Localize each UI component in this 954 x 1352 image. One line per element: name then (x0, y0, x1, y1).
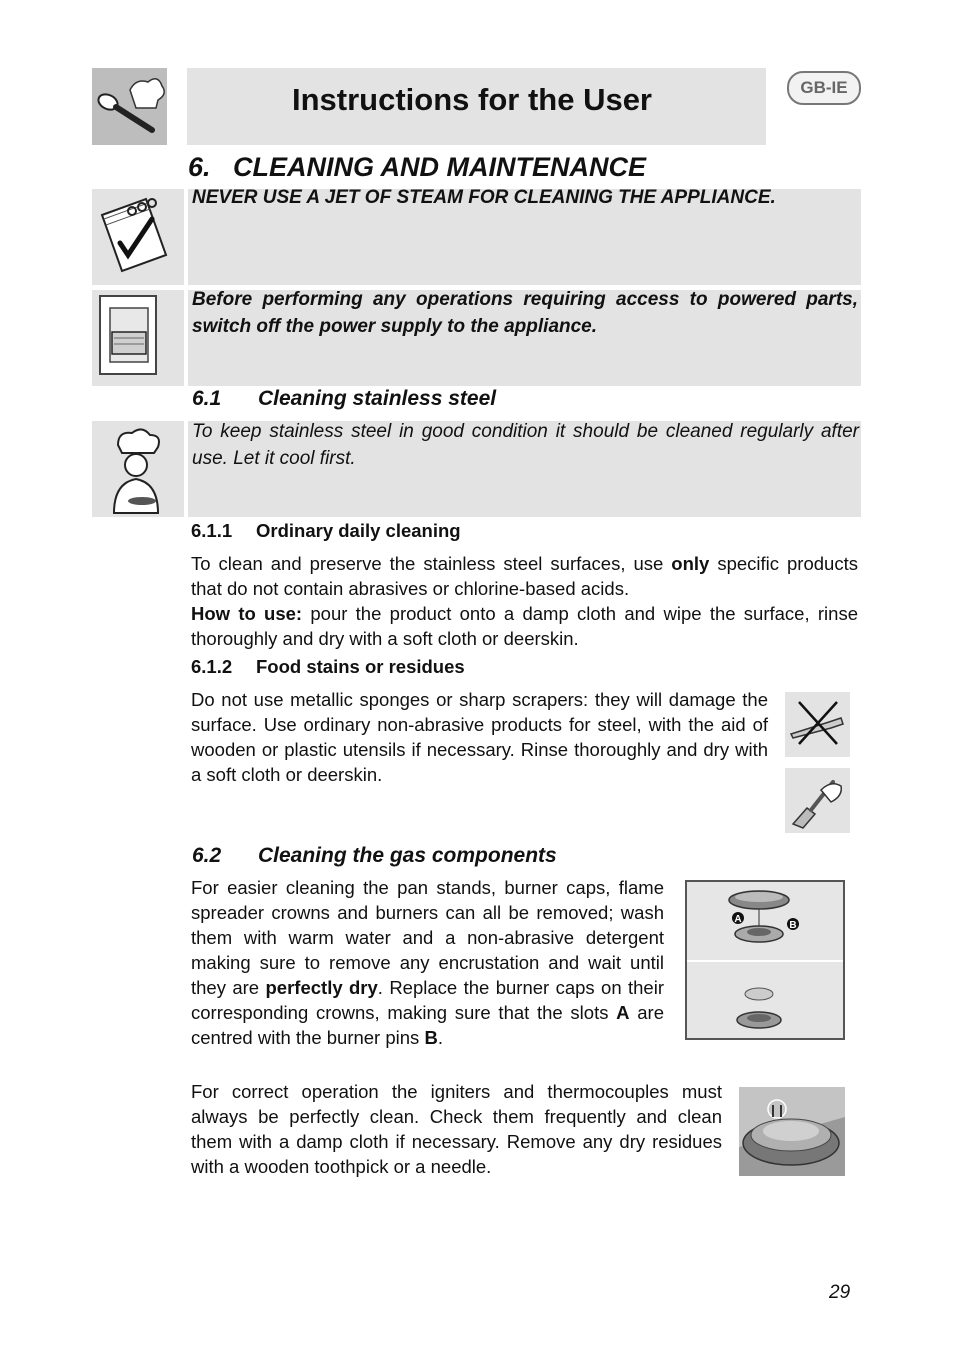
subsection-6-2-title (192, 844, 557, 868)
subsection-6-1-1-title (191, 520, 461, 542)
page-title: Instructions for the User (292, 82, 652, 117)
subsection-number: 6.1.2 (191, 656, 233, 677)
stainless-intro: To keep stainless steel in good condition it should be cleaned regularly after use. Let it cool first. (192, 421, 859, 469)
text-run: pour the product onto a damp cloth and wipe the surface, rinse thoroughly and dry with a soft cloth or deerskin. (191, 603, 858, 649)
label-b-ref: B (424, 1027, 438, 1048)
subsection-title-text: Food stains or residues (256, 656, 465, 677)
subsection-number: 6.2 (192, 844, 222, 867)
subsection-title-text: Ordinary daily cleaning (256, 520, 461, 541)
subsection-title-text: Cleaning the gas components (258, 844, 557, 867)
gas-components-text (191, 875, 664, 1050)
power-switch-icon (92, 290, 184, 386)
label-a-ref: A (616, 1002, 630, 1023)
emphasis-perfectly-dry: perfectly dry (265, 977, 378, 998)
text-run: For easier cleaning the pan stands, burner caps, flame spreader crowns and burners can all be removed; wash them with warm water and a non-abrasive detergent making sure to remove any encrustation and wait until they are (191, 877, 664, 998)
daily-cleaning-text (191, 551, 858, 651)
subsection-number: 6.1 (192, 387, 222, 410)
subsection-number: 6.1.1 (191, 520, 233, 541)
steam-warning: NEVER USE A JET OF STEAM FOR CLEANING THE APPLIANCE. (192, 187, 776, 208)
diagram-label-a: A (734, 914, 742, 925)
how-to-use-label: How to use: (191, 603, 303, 624)
diagram-label-b: B (789, 920, 797, 931)
section-number: 6. (188, 152, 211, 182)
text-run: . (437, 1027, 443, 1048)
burner-thermocouple-image (739, 1087, 845, 1176)
emphasis-only: only (671, 553, 710, 574)
page-number: 29 (829, 1282, 851, 1303)
notepad-check-icon (92, 189, 184, 285)
subsection-6-1-2-title (191, 656, 465, 678)
power-warning: Before performing any operations requiring access to powered parts, switch off the power supply to the appliance. (192, 289, 858, 337)
language-badge: GB-IE (787, 71, 861, 105)
text-run: specific products that do not contain abrasives or chlorine-based acids. (191, 553, 858, 599)
text-run: are centred with the burner pins (191, 1002, 664, 1048)
subsection-title-text: Cleaning stainless steel (258, 387, 497, 410)
section-title-text: CLEANING AND MAINTENANCE (233, 152, 647, 182)
wooden-spatula-icon (785, 768, 850, 833)
header-chef-spoon-icon (92, 68, 167, 145)
igniters-text: For correct operation the igniters and thermocouples must always be perfectly clean. Check them frequently and clean them with a damp cloth if necessary. Remove any dry residues with a wooden toothpick or a needle. (191, 1081, 722, 1177)
burner-parts-diagram (685, 880, 845, 1040)
section-title (188, 152, 646, 183)
chef-icon (92, 421, 184, 517)
text-run: . Replace the burner caps on their corresponding crowns, making sure that the slots (191, 977, 664, 1023)
food-stains-text: Do not use metallic sponges or sharp scrapers: they will damage the surface. Use ordinary non-abrasive products for steel, with the aid of wooden or plastic utensils if necessary. Rinse thoroughly and dry with a soft cloth or deerskin. (191, 689, 768, 785)
crossed-knife-icon (785, 692, 850, 757)
text-run: To clean and preserve the stainless steel surfaces, use (191, 553, 672, 574)
subsection-6-1-title (192, 387, 496, 411)
